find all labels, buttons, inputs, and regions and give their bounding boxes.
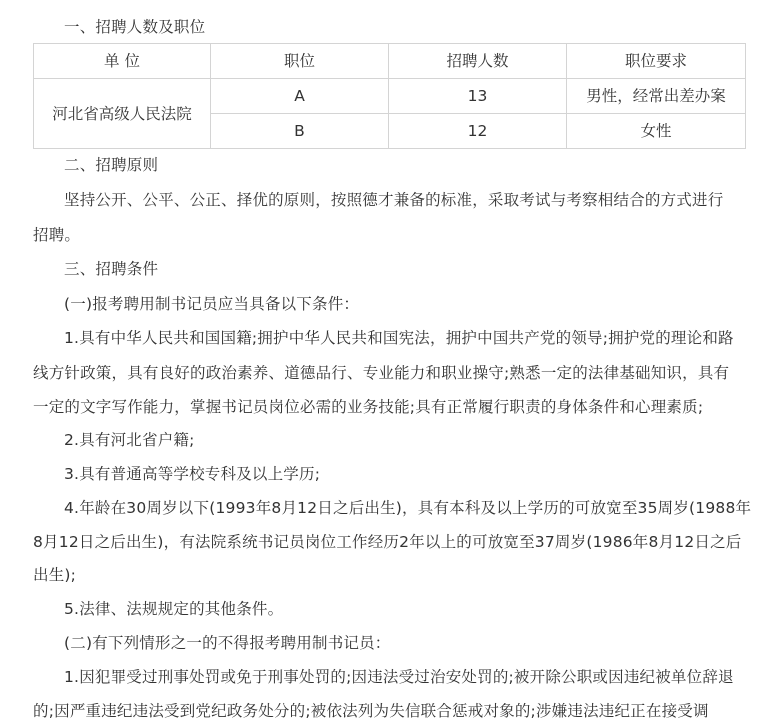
condition-5: 5.法律、法规规定的其他条件。 bbox=[64, 600, 284, 618]
table-header-cell: 招聘人数 bbox=[389, 44, 567, 79]
principle-paragraph-line: 招聘。 bbox=[33, 226, 81, 244]
table-cell-count: 12 bbox=[389, 114, 567, 149]
condition-1-line: 线方针政策，具有良好的政治素养、道德品行、专业能力和职业操守;熟悉一定的法律基础知识，具有 bbox=[33, 364, 730, 382]
table-row bbox=[34, 79, 746, 114]
recruitment-table bbox=[33, 43, 746, 149]
principle-paragraph-line: 坚持公开、公平、公正、择优的原则，按照德才兼备的标准，采取考试与考察相结合的方式进行 bbox=[64, 191, 724, 209]
section-heading-conditions: 三、招聘条件 bbox=[64, 260, 159, 278]
exclusion-1-line: 的;因严重违纪违法受到党纪政务处分的;被依法列为失信联合惩戒对象的;涉嫌违法违纪正在接受调 bbox=[33, 702, 709, 720]
conditions-intro: (一)报考聘用制书记员应当具备以下条件： bbox=[64, 295, 360, 313]
condition-3: 3.具有普通高等学校专科及以上学历; bbox=[64, 465, 321, 483]
condition-1-line: 一定的文字写作能力，掌握书记员岗位必需的业务技能;具有正常履行职责的身体条件和心理素质; bbox=[33, 398, 704, 416]
table-header-cell: 职位 bbox=[211, 44, 389, 79]
table-cell-position: B bbox=[211, 114, 389, 149]
table-cell-unit: 河北省高级人民法院 bbox=[34, 79, 211, 149]
condition-4-line: 出生); bbox=[33, 566, 77, 584]
table-header-cell: 单 位 bbox=[34, 44, 211, 79]
table-cell-position: A bbox=[211, 79, 389, 114]
condition-1-line: 1.具有中华人民共和国国籍;拥护中华人民共和国宪法，拥护中国共产党的领导;拥护党的理论和路 bbox=[64, 329, 734, 347]
table-header-row bbox=[34, 44, 746, 79]
section-heading-principles: 二、招聘原则 bbox=[64, 156, 159, 174]
section-heading-recruitment-positions: 一、招聘人数及职位 bbox=[64, 18, 206, 36]
table-cell-requirement: 女性 bbox=[567, 114, 746, 149]
exclusion-1-line: 1.因犯罪受过刑事处罚或免于刑事处罚的;因违法受过治安处罚的;被开除公职或因违纪被单位辞退 bbox=[64, 668, 734, 686]
exclusions-intro: (二)有下列情形之一的不得报考聘用制书记员： bbox=[64, 634, 391, 652]
table-cell-requirement: 男性，经常出差办案 bbox=[567, 79, 746, 114]
condition-4-line: 8月12日之后出生)，有法院系统书记员岗位工作经历2年以上的可放宽至37周岁(1986年8月12日之后 bbox=[33, 533, 742, 551]
table-cell-count: 13 bbox=[389, 79, 567, 114]
condition-2: 2.具有河北省户籍; bbox=[64, 431, 195, 449]
condition-4-line: 4.年龄在30周岁以下(1993年8月12日之后出生)，具有本科及以上学历的可放宽至35周岁(1988年 bbox=[64, 499, 752, 517]
table-header-cell: 职位要求 bbox=[567, 44, 746, 79]
